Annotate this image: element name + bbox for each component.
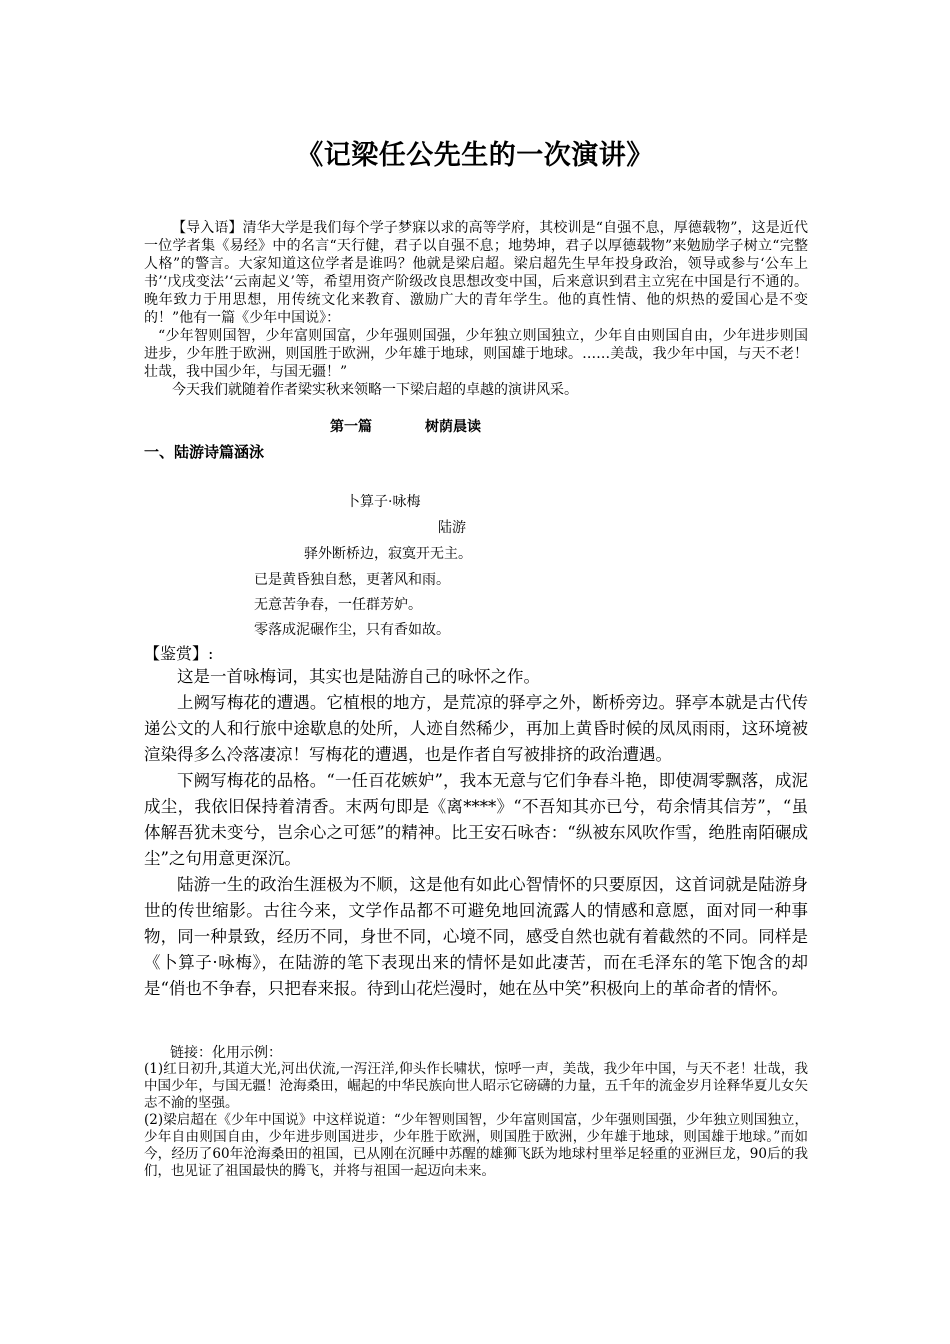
poem-line: 无意苦争春，一任群芳妒。	[254, 597, 422, 613]
intro-block	[144, 219, 808, 399]
section-heading: 一、陆游诗篇涵泳	[144, 443, 265, 461]
link-label: 链接：化用示例：	[170, 1045, 282, 1061]
appreciation-label: 【鉴赏】:	[144, 644, 214, 663]
intro-closing: 今天我们就随着作者梁实秋来领略一下梁启超的卓越的演讲风采。	[172, 382, 578, 398]
part-name: 树荫晨读	[425, 419, 481, 435]
appreciation-body	[144, 664, 808, 1002]
part-number: 第一篇	[330, 419, 372, 435]
appreciation-paragraph: 上阙写梅花的遭遇。它植根的地方，是荒凉的驿亭之外，断桥旁边。驿亭本就是古代传递公文的人和行旅中途歇息的处所，人迹自然稀少，再加上黄昏时候的凤凤雨雨，这环境被渲染得多么冷落凄凉！写梅花的遭遇，也是作者自写被排挤的政治遭遇。	[144, 693, 808, 764]
intro-paragraph: 【导入语】清华大学是我们每个学子梦寐以求的高等学府，其校训是“自强不息，厚德载物”，这是近代一位学者集《易经》中的名言“天行健，君子以自强不息；地势坤，君子以厚德载物”来勉励学子树立“完整人格”的警言。大家知道这位学者是谁吗？他就是梁启超。梁启超先生早年投身政治，领导或参与‘公车上书’‘戊戌变法’‘云南起义’等，希望用资产阶级改良思想改变中国，后来意识到君主立宪在中国是行不通的。晚年致力于用思想，用传统文化来教育、激励广大的青年学生。他的真性情、他的炽热的爱国心是不变的！”他有一篇《少年中国说》：	[144, 220, 808, 326]
document-title: 《记梁任公先生的一次演讲》	[296, 140, 654, 171]
appreciation-paragraph: 陆游一生的政治生涯极为不顺，这是他有如此心智情怀的只要原因，这首词就是陆游身世的传世缩影。古往今来，文学作品都不可避免地回流露人的情感和意愿，面对同一种事物，同一种景致，经历不同，身世不同，心境不同，感受自然也就有着截然的不同。同样是《卜算子·咏梅》，在陆游的笔下表现出来的情怀是如此凄苦，而在毛泽东的笔下饱含的却是“俏也不争春，只把春来报。待到山花烂漫时，她在丛中笑”积极向上的革命者的情怀。	[144, 875, 808, 998]
appreciation-paragraph: 这是一首咏梅词，其实也是陆游自己的咏怀之作。	[177, 667, 540, 686]
intro-quote: “少年智则国智，少年富则国富，少年强则国强，少年独立则国独立，少年自由则国自由，少年进步则国进步，少年胜于欧洲，则国胜于欧洲，少年雄于地球，则国雄于地球。……美哉，我少年中国，与天不老！壮哉，我中国少年，与国无疆！”	[144, 328, 808, 380]
poem-title: 卜算子·咏梅	[346, 494, 421, 510]
poem-author: 陆游	[438, 520, 466, 536]
example-item: (1)红日初升,其道大光,河出伏流,一泻汪洋,仰头作长啸状，惊呼一声，美哉，我少年中国，与天不老！壮哉，我中国少年，与国无疆！沧海桑田，崛起的中华民族向世人昭示它磅礴的力量，五千年的流金岁月诠释华夏儿女矢志不渝的坚强。	[144, 1061, 808, 1111]
poem-line: 零落成泥碾作尘，只有香如故。	[254, 622, 450, 638]
examples-block	[144, 1061, 808, 1180]
example-item: (2)梁启超在《少年中国说》中这样说道：“少年智则国智，少年富则国富，少年强则国强，少年独立则国独立，少年自由则国自由，少年进步则国进步，少年胜于欧洲，则国胜于欧洲，少年雄于地球，则国雄于地球。”而如今，经历了60年沧海桑田的祖国，已从刚在沉睡中苏醒的雄狮飞跃为地球村里举足轻重的亚洲巨龙，90后的我们，也见证了祖国最快的腾飞，并将与祖国一起迈向未来。	[144, 1112, 808, 1179]
poem-line: 已是黄昏独自愁，更著风和雨。	[254, 572, 450, 588]
appreciation-paragraph: 下阙写梅花的品格。“一任百花嫉妒”，我本无意与它们争春斗艳，即使凋零飘落，成泥成尘，我依旧保持着清香。末两句即是《离****》“不吾知其亦已兮，苟余情其信芳”，“虽体解吾犹未变兮，岂余心之可惩”的精神。比王安石咏杏：“纵被东风吹作雪，绝胜南陌碾成尘”之句用意更深沉。	[144, 771, 808, 868]
poem-line: 驿外断桥边，寂寞开无主。	[304, 546, 472, 562]
